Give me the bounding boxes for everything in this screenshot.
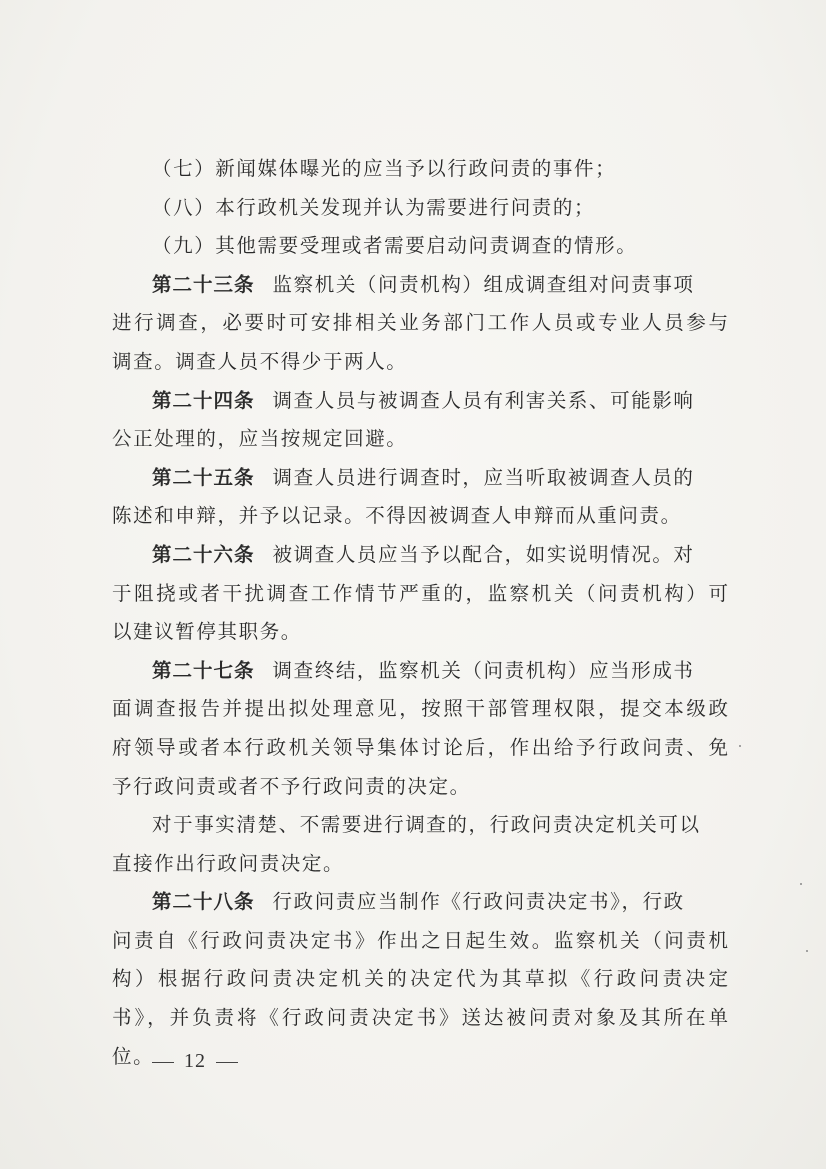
article-26-line-2: 于阻挠或者干扰调查工作情节严重的，监察机关（问责机构）可 bbox=[112, 581, 728, 605]
article-27-line-3: 府领导或者本行政机关领导集体讨论后，作出给予行政问责、免 bbox=[112, 735, 728, 759]
article-27-line-2: 面调查报告并提出拟处理意见，按照干部管理权限，提交本级政 bbox=[112, 697, 728, 721]
article-23-line-3: 调查。调查人员不得少于两人。 bbox=[112, 349, 408, 373]
scan-speck bbox=[806, 950, 808, 952]
article-25-line-2: 陈述和申辩，并予以记录。不得因被调查人申辩而从重问责。 bbox=[112, 504, 682, 528]
paragraph-line-2: 直接作出行政问责决定。 bbox=[112, 851, 345, 875]
article-26-line-1 bbox=[112, 536, 728, 575]
left-dash bbox=[152, 1062, 174, 1063]
article-27-line-4: 予行政问责或者不予行政问责的决定。 bbox=[112, 774, 471, 798]
article-28-line-3: 构）根据行政问责决定机关的决定代为其草拟《行政问责决定 bbox=[112, 967, 728, 991]
paragraph-line-1: 对于事实清楚、不需要进行调查的，行政问责决定机关可以 bbox=[152, 813, 701, 837]
article-23-heading: 第二十三条 bbox=[152, 272, 255, 296]
article-25-line-1 bbox=[112, 459, 728, 498]
article-24-heading: 第二十四条 bbox=[152, 388, 255, 412]
article-27-text-1: 调查终结，监察机关（问责机构）应当形成书 bbox=[272, 658, 695, 682]
article-28-line-5: 位。 bbox=[112, 1044, 155, 1068]
page-number: 12 bbox=[184, 1050, 206, 1072]
list-item-7: （七）新闻媒体曝光的应当予以行政问责的事件； bbox=[152, 157, 617, 180]
article-25-heading: 第二十五条 bbox=[152, 465, 255, 489]
article-24-text-1: 调查人员与被调查人员有利害关系、可能影响 bbox=[272, 388, 695, 412]
article-28-line-4: 书》，并负责将《行政问责决定书》送达被问责对象及其所在单 bbox=[112, 1006, 728, 1030]
article-28-line-2: 问责自《行政问责决定书》作出之日起生效。监察机关（问责机 bbox=[112, 928, 728, 952]
document-body bbox=[112, 150, 728, 1076]
article-28-heading: 第二十八条 bbox=[152, 890, 255, 914]
right-dash bbox=[216, 1062, 238, 1063]
article-24-line-1 bbox=[112, 382, 728, 421]
list-item-9: （九）其他需要受理或者需要启动问责调查的情形。 bbox=[152, 234, 638, 258]
scan-speck bbox=[739, 745, 741, 747]
article-27-line-1 bbox=[112, 652, 728, 691]
article-24-line-2: 公正处理的，应当按规定回避。 bbox=[112, 427, 408, 451]
article-26-text-1: 被调查人员应当予以配合，如实说明情况。对 bbox=[272, 542, 695, 566]
scan-speck bbox=[800, 883, 802, 885]
article-26-heading: 第二十六条 bbox=[152, 542, 255, 566]
article-23-line-2: 进行调查，必要时可安排相关业务部门工作人员或专业人员参与 bbox=[112, 311, 728, 335]
article-23-line-1 bbox=[112, 266, 728, 305]
article-28-text-1: 行政问责应当制作《行政问责决定书》，行政 bbox=[272, 890, 685, 914]
article-23-text-1: 监察机关（问责机构）组成调查组对问责事项 bbox=[272, 272, 695, 296]
list-item-8: （八）本行政机关发现并认为需要进行问责的； bbox=[152, 195, 596, 219]
page-number-footer bbox=[142, 1050, 248, 1073]
article-28-line-1 bbox=[112, 883, 728, 922]
article-26-line-3: 以建议暂停其职务。 bbox=[112, 620, 302, 644]
article-27-heading: 第二十七条 bbox=[152, 658, 255, 682]
article-25-text-1: 调查人员进行调查时，应当听取被调查人员的 bbox=[272, 465, 695, 489]
